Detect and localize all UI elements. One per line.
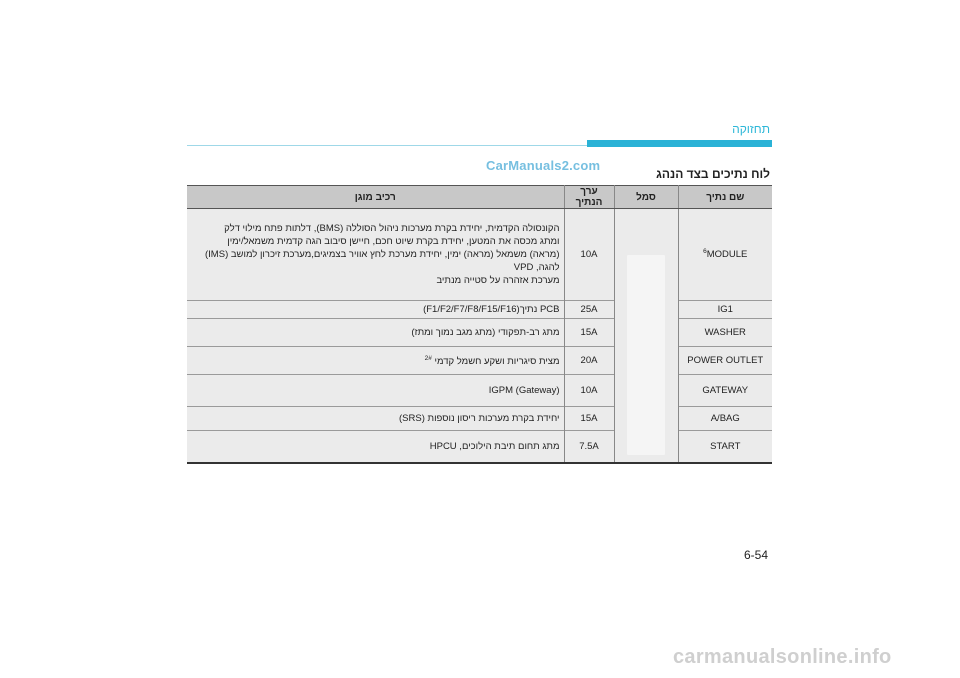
fuse-description-superscript: 2#: [424, 355, 432, 363]
fuse-description: [187, 209, 564, 301]
fuse-rating: 7.5A: [564, 431, 614, 463]
fuse-rating: 10A: [564, 209, 614, 301]
watermark-bottom: carmanualsonline.info: [673, 646, 892, 668]
fuse-symbol-icon: [627, 255, 665, 455]
fuse-description: PCB נתיך(F1/F2/F7/F8/F15/F16): [187, 301, 564, 319]
fuse-rating: 15A: [564, 407, 614, 431]
section-label: תחזוקה: [732, 122, 770, 136]
column-header-symbol: סמל: [614, 186, 678, 209]
fuse-description: מתג תחום תיבת הילוכים, HPCU: [187, 431, 564, 463]
table-row: [187, 319, 772, 347]
table-row: [187, 407, 772, 431]
description-line: מערכת אזהרה על סטייה מנתיב: [436, 275, 560, 286]
fuse-table: [187, 185, 772, 464]
fuse-description: IGPM (Gateway): [187, 375, 564, 407]
column-header-name: שם נתיך: [678, 186, 772, 209]
table-row: [187, 301, 772, 319]
table-row: [187, 209, 772, 301]
fuse-symbol-cell: [614, 209, 678, 463]
fuse-name: START: [678, 431, 772, 463]
fuse-name: IG1: [678, 301, 772, 319]
fuse-name: POWER OUTLET: [678, 347, 772, 375]
column-header-description: רכיב מוגן: [187, 186, 564, 209]
fuse-description: [187, 347, 564, 375]
fuse-rating: 10A: [564, 375, 614, 407]
fuse-description: מתג רב-תפקודי (מתג מגב נמוך ומתז): [187, 319, 564, 347]
fuse-description: יחידת בקרת מערכות ריסון נוספות (SRS): [187, 407, 564, 431]
fuse-name: [678, 209, 772, 301]
table-row: [187, 375, 772, 407]
header-rule-thick: [587, 140, 772, 147]
table-title: לוח נתיכים בצד הנהג: [656, 167, 770, 181]
fuse-rating: 15A: [564, 319, 614, 347]
table-row: [187, 431, 772, 463]
fuse-name: GATEWAY: [678, 375, 772, 407]
fuse-description-text: מצית סיגריות ושקע חשמל קדמי: [434, 356, 560, 368]
header-rule-thin: [187, 145, 587, 146]
fuse-rating: 20A: [564, 347, 614, 375]
description-line: הקונסולה הקדמית, יחידת בקרת מערכות ניהול הסוללה (BMS), דלתות פתח מילוי דלק: [224, 223, 560, 234]
column-header-rating: ערך הנתיך: [564, 186, 614, 209]
fuse-name-text: MODULE: [706, 249, 748, 261]
page-number: 6-54: [744, 548, 769, 562]
table-header-row: [187, 186, 772, 209]
fuse-name: WASHER: [678, 319, 772, 347]
table-row: [187, 347, 772, 375]
description-line: להגה, VPD: [513, 262, 560, 273]
description-line: ומתג מכסה את המטען, יחידת בקרת שיוט חכם, חיישן סיבוב הגה קדמית משמאל/ימין: [227, 236, 560, 247]
fuse-name-superscript: 6: [703, 248, 707, 256]
fuse-name: A/BAG: [678, 407, 772, 431]
description-line: (מראה) משמאל (מראה) ימין, יחידת מערכת לחץ אוויר בצמיגים,מערכת זיכרון למושב (IMS): [205, 249, 560, 260]
watermark-top: CarManuals2.com: [486, 158, 601, 173]
fuse-rating: 25A: [564, 301, 614, 319]
